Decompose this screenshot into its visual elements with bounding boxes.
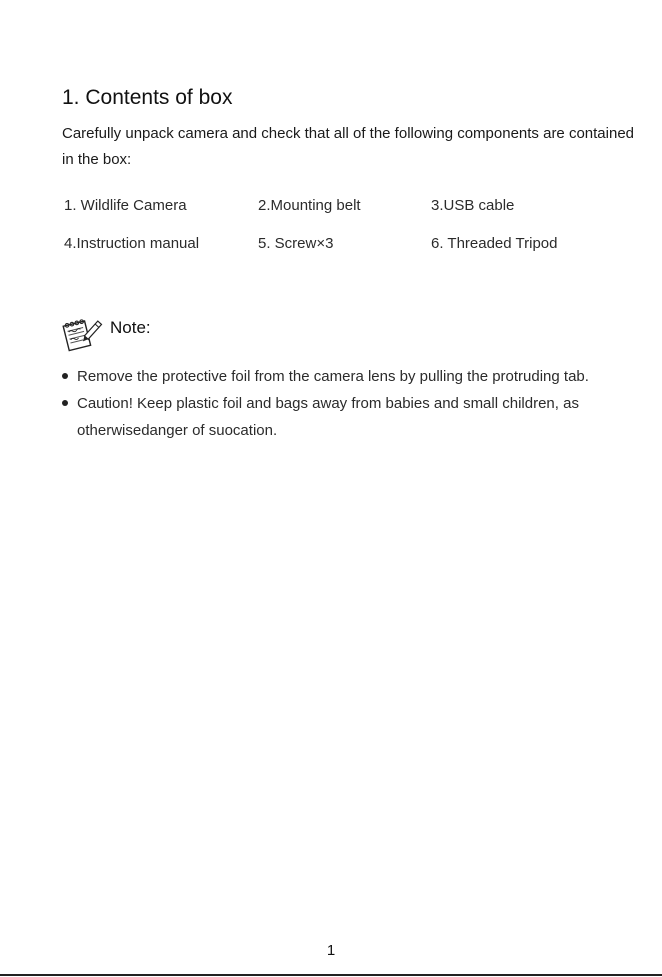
intro-paragraph: Carefully unpack camera and check that all of the following components are contained in the box:	[62, 125, 634, 168]
note-list	[62, 363, 642, 444]
contents-item: 1. Wildlife Camera	[64, 197, 187, 214]
contents-list	[64, 194, 624, 270]
note-item	[62, 363, 642, 390]
bottom-divider	[0, 974, 662, 976]
section-heading: 1. Contents of box	[62, 86, 233, 109]
contents-item: 3.USB cable	[431, 197, 515, 214]
note-item-text: Caution! Keep plastic foil and bags away from babies and small children, as otherwisedanger of suocation.	[77, 395, 579, 439]
bullet-icon	[62, 373, 68, 379]
contents-item: 4.Instruction manual	[64, 235, 200, 252]
note-item-text: Remove the protective foil from the camera lens by pulling the protruding tab.	[77, 368, 589, 385]
note-label: Note:	[110, 318, 151, 337]
contents-item: 6. Threaded Tripod	[431, 235, 558, 252]
note-item	[62, 390, 642, 444]
contents-item: 5. Screw×3	[258, 235, 334, 252]
bullet-icon	[62, 400, 68, 406]
contents-row	[64, 194, 624, 232]
notepad-pencil-icon	[62, 314, 104, 352]
contents-row	[64, 232, 624, 270]
page-number: 1	[326, 942, 336, 959]
contents-item: 2.Mounting belt	[258, 197, 361, 214]
